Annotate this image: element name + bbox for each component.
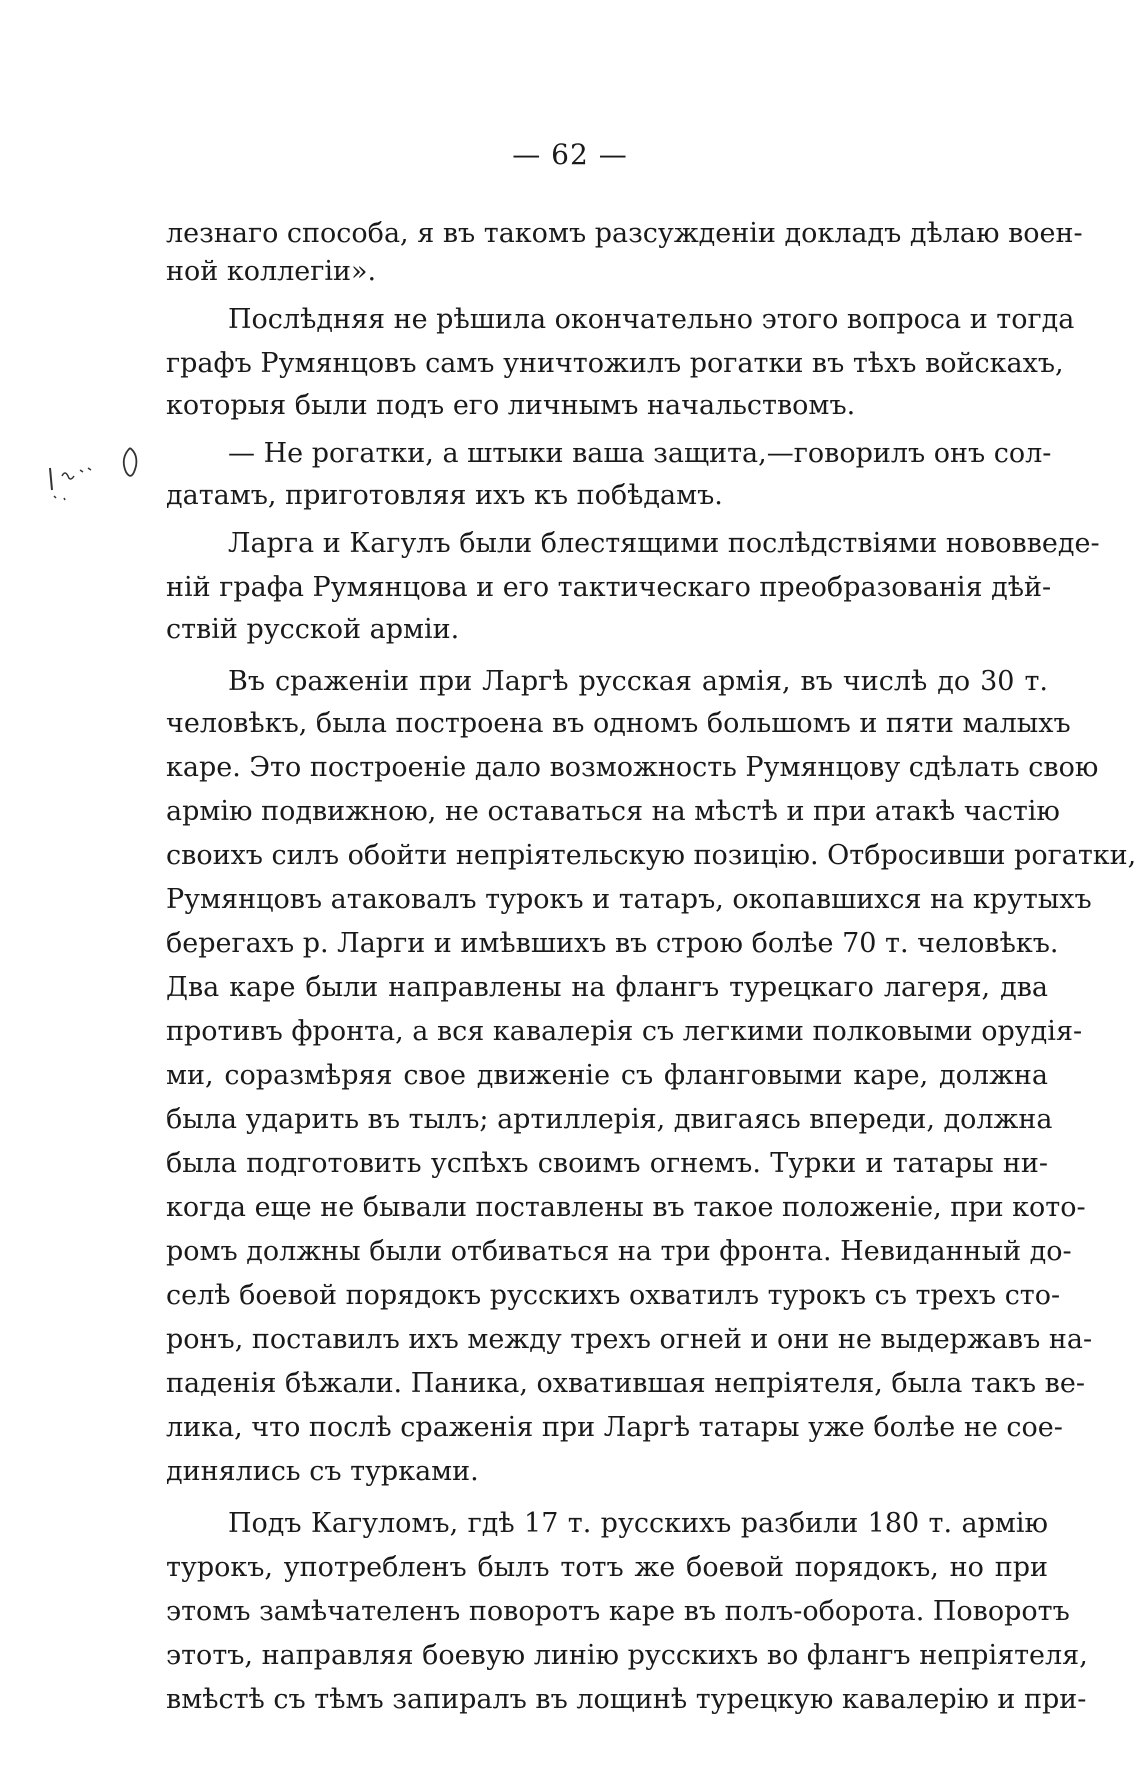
text-line: Въ сраженіи при Ларгѣ русская армія, въ числѣ до 30 т.	[228, 666, 1048, 697]
text-line: человѣкъ, была построена въ одномъ большомъ и пяти малыхъ	[166, 708, 1071, 739]
text-line: Ларга и Кагулъ были блестящими послѣдствіями нововведе-	[228, 528, 1100, 559]
text-line: ми, соразмѣряя свое движеніе съ фланговыми каре, должна	[166, 1060, 1048, 1091]
text-line: ствій русской арміи.	[166, 614, 460, 645]
text-line: Румянцовъ атаковалъ турокъ и татаръ, окопавшихся на крутыхъ	[166, 884, 1092, 915]
text-line: этотъ, направляя боевую линію русскихъ во флангъ непріятеля,	[166, 1640, 1088, 1671]
text-line: берегахъ р. Ларги и имѣвшихъ въ строю болѣе 70 т. человѣкъ.	[166, 928, 1059, 959]
text-line: ромъ должны были отбиваться на три фронта. Невиданный до-	[166, 1236, 1072, 1267]
text-line: своихъ силъ обойти непріятельскую позицію. Отбросивши рогатки,	[166, 840, 1137, 871]
text-line: Послѣдняя не рѣшила окончательно этого вопроса и тогда	[228, 304, 1075, 335]
text-line: ній графа Румянцова и его тактическаго преобразованія дѣй-	[166, 572, 1052, 603]
page-number: — 62 —	[512, 138, 628, 171]
text-line: армію подвижною, не оставаться на мѣстѣ и при атакѣ частію	[166, 796, 1060, 827]
text-line: лика, что послѣ сраженія при Ларгѣ татары уже болѣе не сое-	[166, 1412, 1063, 1443]
text-line: селѣ боевой порядокъ русскихъ охватилъ турокъ съ трехъ сто-	[166, 1280, 1061, 1311]
text-line: паденія бѣжали. Паника, охватившая непріятеля, была такъ ве-	[166, 1368, 1085, 1399]
text-line: лезнаго способа, я въ такомъ разсужденіи докладъ дѣлаю воен-	[166, 218, 1083, 249]
text-line: датамъ, приготовляя ихъ къ побѣдамъ.	[166, 480, 723, 511]
text-line: динялись съ турками.	[166, 1456, 479, 1487]
text-line: этомъ замѣчателенъ поворотъ каре въ полъ-оборота. Поворотъ	[166, 1596, 1070, 1627]
text-line: каре. Это построеніе дало возможность Румянцову сдѣлать свою	[166, 752, 1099, 783]
text-line: когда еще не бывали поставлены въ такое положеніе, при кото-	[166, 1192, 1086, 1223]
text-line: которыя были подъ его личнымъ начальствомъ.	[166, 390, 856, 421]
text-line: — Не рогатки, а штыки ваша защита,—говорилъ онъ сол-	[228, 438, 1052, 469]
text-line: была подготовить успѣхъ своимъ огнемъ. Турки и татары ни-	[166, 1148, 1048, 1179]
text-line: ронъ, поставилъ ихъ между трехъ огней и они не выдержавъ на-	[166, 1324, 1093, 1355]
text-line: графъ Румянцовъ самъ уничтожилъ рогатки въ тѣхъ войскахъ,	[166, 348, 1064, 379]
text-line: вмѣстѣ съ тѣмъ запиралъ въ лощинѣ турецкую кавалерію и при-	[166, 1684, 1087, 1715]
text-line: Два каре были направлены на флангъ турецкаго лагеря, два	[166, 972, 1048, 1003]
text-line: была ударить въ тылъ; артиллерія, двигаясь впереди, должна	[166, 1104, 1053, 1135]
text-line: Подъ Кагуломъ, гдѣ 17 т. русскихъ разбили 180 т. армію	[228, 1508, 1048, 1539]
handwritten-margin-note	[40, 440, 160, 510]
text-line: противъ фронта, а вся кавалерія съ легкими полковыми орудія-	[166, 1016, 1083, 1047]
text-line: ной коллегіи».	[166, 256, 377, 287]
text-line: турокъ, употребленъ былъ тотъ же боевой порядокъ, но при	[166, 1552, 1048, 1583]
